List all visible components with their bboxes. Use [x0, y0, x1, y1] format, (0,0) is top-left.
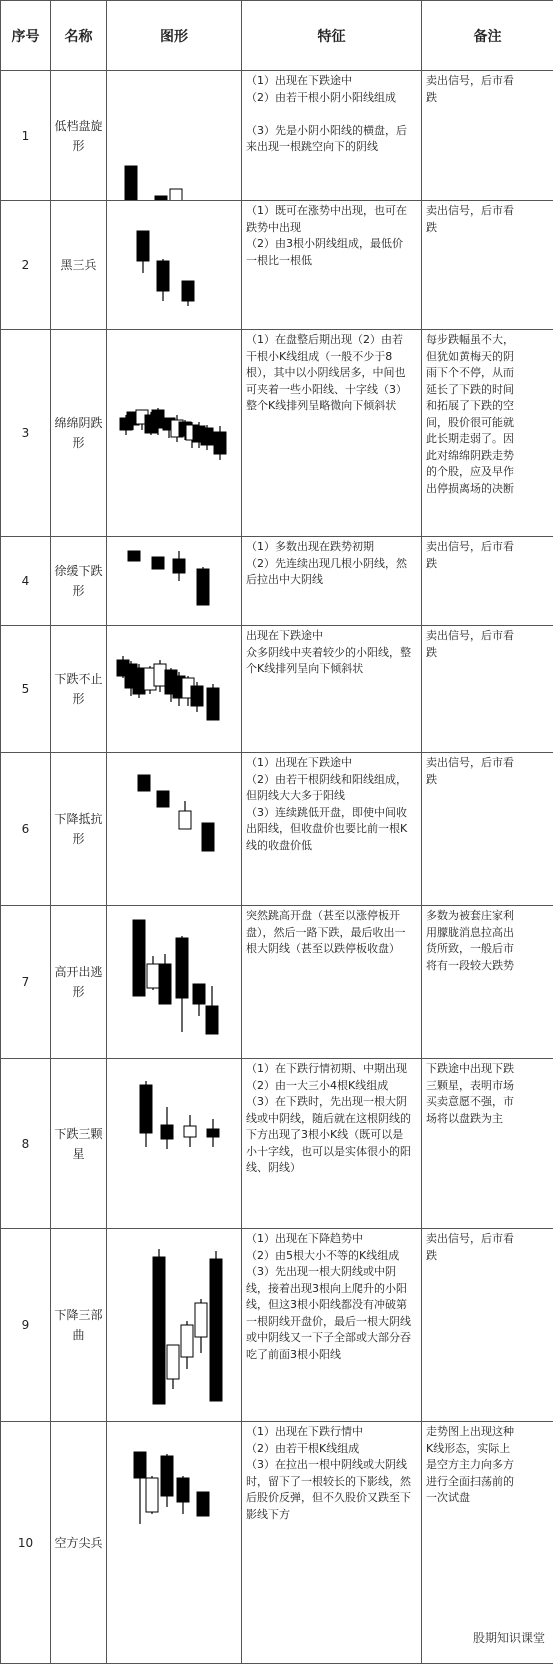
pattern-note — [422, 1059, 553, 1229]
feature-line: 后拉出中大阴线 — [246, 572, 417, 589]
row-number: 8 — [1, 1059, 51, 1229]
feature-line: 线、阴线） — [246, 1160, 417, 1177]
row-number: 10 — [1, 1422, 51, 1664]
note-line: 是空方主力向多方 — [426, 1457, 549, 1474]
note-line: 一次试盘 — [426, 1490, 549, 1507]
feature-line: 线的收盘价低 — [246, 838, 417, 855]
pattern-name-text: 低档盘旋形 — [55, 116, 103, 156]
pattern-figure — [107, 753, 242, 906]
pattern-name — [51, 330, 107, 537]
feature-line: （1）多数出现在跌势初期 — [246, 539, 417, 556]
pattern-figure — [107, 626, 242, 753]
feature-line: （2）先连续出现几根小阴线，然 — [246, 556, 417, 573]
feature-line: （2）由若干根K线组成 — [246, 1441, 417, 1458]
bearish-candle — [161, 1107, 173, 1149]
table-row — [1, 1059, 553, 1229]
row-number: 5 — [1, 626, 51, 753]
pattern-name — [51, 1059, 107, 1229]
table-row — [1, 330, 553, 537]
note-line: 卖出信号，后市看 — [426, 203, 549, 220]
note-line: 卖出信号，后市看 — [426, 539, 549, 556]
bearish-candle — [201, 425, 213, 450]
feature-line: 盘），然后一路下跌，最后收出一 — [246, 925, 417, 942]
feature-line: （3）在下跌时，先出现一根大阴 — [246, 1094, 417, 1111]
feature-line: （3）在拉出一根中阴线或大阴线 — [246, 1457, 417, 1474]
bearish-candle — [137, 231, 149, 273]
pattern-feature — [242, 71, 422, 201]
candlestick-pattern-bear-vanguard-icon — [107, 1422, 242, 1663]
pattern-figure — [107, 1229, 242, 1422]
header-name: 名称 — [51, 1, 107, 71]
note-line: 走势图上出现这种 — [426, 1424, 549, 1441]
table-row — [1, 201, 553, 330]
note-line: 雨下个不停，从而 — [426, 365, 549, 382]
note-line: 此对绵绵阴跌走势 — [426, 448, 549, 465]
bearish-candle — [152, 557, 164, 569]
note-line: 跌 — [426, 90, 549, 107]
bullish-candle — [195, 1299, 207, 1353]
bearish-candle — [159, 954, 171, 1004]
note-line: 买卖意愿不强，市 — [426, 1094, 549, 1111]
candlestick-pattern-three-black-crows-icon — [107, 201, 242, 329]
bearish-candle — [182, 281, 194, 306]
feature-line: 下方出现了3根小K线（既可以是 — [246, 1127, 417, 1144]
bearish-candle — [173, 551, 185, 581]
feature-line: 线，接着出现3根向上爬升的小阳 — [246, 1281, 417, 1298]
feature-line: （1）在下跌行情初期、中期出现 — [246, 1061, 417, 1078]
bearish-candle — [206, 986, 218, 1034]
pattern-note — [422, 626, 553, 753]
bullish-candle — [184, 1115, 196, 1147]
note-line: 的个股，应及早作 — [426, 464, 549, 481]
feature-line: 线或中阴线，随后就在这根阴线的 — [246, 1111, 417, 1128]
note-line: 下跌途中出现下跌 — [426, 1061, 549, 1078]
bullish-candle — [181, 1321, 193, 1369]
candlestick-pattern-high-open-escape-icon — [107, 906, 242, 1058]
row-number: 3 — [1, 330, 51, 537]
note-line: 跌 — [426, 645, 549, 662]
note-line: 多数为被套庄家利 — [426, 908, 549, 925]
note-line: 进行全面扫荡前的 — [426, 1474, 549, 1491]
pattern-note — [422, 753, 553, 906]
row-number: 2 — [1, 201, 51, 330]
note-line: 延长了下跌的时间 — [426, 382, 549, 399]
note-line: 此长期走弱了。因 — [426, 431, 549, 448]
bearish-candle — [153, 1249, 165, 1404]
feature-line: （1）出现在下跌途中 — [246, 755, 417, 772]
pattern-name — [51, 201, 107, 330]
feature-line: 干根小K线组成（一般不少于8 — [246, 349, 417, 366]
table-row — [1, 71, 553, 201]
candlestick-pattern-falling-three-methods-icon — [107, 1229, 242, 1421]
header-note: 备注 — [422, 1, 553, 71]
feature-line: 一根阴线开盘价，最后一根大阴线 — [246, 1314, 417, 1331]
pattern-name — [51, 1229, 107, 1422]
note-line: 卖出信号，后市看 — [426, 73, 549, 90]
note-line: 卖出信号，后市看 — [426, 628, 549, 645]
pattern-figure — [107, 71, 242, 201]
feature-line: （2）由若干根小阴小阳线组成 — [246, 90, 417, 107]
note-line: 卖出信号，后市看 — [426, 1231, 549, 1248]
note-line: 卖出信号，后市看 — [426, 755, 549, 772]
note-line: 跌 — [426, 220, 549, 237]
pattern-name — [51, 1422, 107, 1664]
bearish-candle — [134, 1452, 146, 1524]
bearish-candle — [177, 1476, 189, 1514]
note-line: 出停损离场的决断 — [426, 481, 549, 498]
note-line: 每步跌幅虽不大， — [426, 332, 549, 349]
bullish-candle — [147, 956, 159, 990]
candlestick-pattern-continuous-decline-icon — [107, 330, 242, 536]
pattern-figure — [107, 330, 242, 537]
row-number: 6 — [1, 753, 51, 906]
row-number: 7 — [1, 906, 51, 1059]
pattern-name — [51, 537, 107, 626]
table-row — [1, 537, 553, 626]
pattern-note — [422, 906, 553, 1059]
pattern-feature — [242, 1229, 422, 1422]
feature-line: （1）既可在涨势中出现，也可在 — [246, 203, 417, 220]
pattern-note — [422, 1422, 553, 1664]
feature-line: 根大阴线（甚至以跌停板收盘） — [246, 941, 417, 958]
bearish-candle — [207, 684, 219, 720]
feature-line: 但阴线大大多于阳线 — [246, 788, 417, 805]
bearish-candle — [210, 1251, 222, 1401]
bearish-candle — [133, 664, 145, 698]
pattern-name-text: 下跌三颗星 — [55, 1124, 103, 1164]
feature-line: （1）出现在下跌行情中 — [246, 1424, 417, 1441]
candlestick-pattern-falling-three-stars-icon — [107, 1059, 242, 1228]
feature-line: （1）出现在下跌途中 — [246, 73, 417, 90]
candlestick-pattern-low-consolidation-icon — [107, 71, 242, 200]
bearish-candle — [161, 1454, 173, 1507]
feature-line: （2）由3根小阴线组成，最低价 — [246, 236, 417, 253]
pattern-name — [51, 626, 107, 753]
feature-line: 线，但这3根小阳线都没有冲破第 — [246, 1297, 417, 1314]
table-row — [1, 626, 553, 753]
row-number: 9 — [1, 1229, 51, 1422]
feature-line: （3）连续跳低开盘，即使中间收 — [246, 805, 417, 822]
feature-line: （1）出现在下降趋势中 — [246, 1231, 417, 1248]
pattern-name-text: 下跌不止形 — [55, 669, 103, 709]
table-header-row — [1, 1, 553, 71]
bearish-candle — [157, 259, 169, 301]
note-line: 和拓展了下跌的空 — [426, 398, 549, 415]
bearish-candle — [197, 1492, 209, 1516]
feature-line: 根），其中以小阴线居多，中间也 — [246, 365, 417, 382]
feature-line: 一根比一根低 — [246, 253, 417, 270]
bearish-candle — [125, 166, 137, 200]
candlestick-pattern-falling-resistance-icon — [107, 753, 242, 905]
candlestick-pattern-endless-decline-icon — [107, 626, 242, 752]
note-line: 跌 — [426, 1248, 549, 1265]
pattern-name — [51, 906, 107, 1059]
note-line: 用朦胧消息拉高出 — [426, 925, 549, 942]
feature-line: 可夹着一些小阳线、十字线（3） — [246, 382, 417, 399]
pattern-figure — [107, 201, 242, 330]
pattern-name-text: 黑三兵 — [55, 255, 103, 275]
note-line: K线形态，实际上 — [426, 1441, 549, 1458]
bearish-candle — [197, 567, 209, 605]
bearish-candle — [155, 196, 167, 200]
feature-line: （3）先出现一根大阴线或中阴 — [246, 1264, 417, 1281]
note-line: 但犹如黄梅天的阴 — [426, 349, 549, 366]
table-row — [1, 1422, 553, 1664]
pattern-name — [51, 71, 107, 201]
feature-line: （2）由若干根阴线和阳线组成， — [246, 772, 417, 789]
note-line: 货所致，一般后市 — [426, 941, 549, 958]
pattern-figure — [107, 906, 242, 1059]
note-line: 场将以盘跌为主 — [426, 1111, 549, 1128]
pattern-note — [422, 1229, 553, 1422]
pattern-name-text: 绵绵阴跌形 — [55, 413, 103, 453]
bearish-candle — [157, 791, 169, 807]
pattern-name-text: 空方尖兵 — [55, 1533, 103, 1553]
feature-line: 后股价反弹，但不久股价又跌至下 — [246, 1490, 417, 1507]
bearish-candle — [176, 936, 188, 1032]
bearish-candle — [191, 682, 203, 712]
feature-line: 或中阴线又一下子全部或大部分吞 — [246, 1330, 417, 1347]
feature-line: 影线下方 — [246, 1507, 417, 1524]
feature-line: 出阳线，但收盘价也要比前一根K — [246, 821, 417, 838]
pattern-note — [422, 201, 553, 330]
feature-line: （2）由5根大小不等的K线组成 — [246, 1248, 417, 1265]
pattern-feature — [242, 906, 422, 1059]
feature-line: 时，留下了一根较长的下影线，然 — [246, 1474, 417, 1491]
feature-line: 小十字线，也可以是实体很小的阳 — [246, 1144, 417, 1161]
pattern-name-text: 下降抵抗形 — [55, 809, 103, 849]
feature-line: 整个K线排列呈略微向下倾斜状 — [246, 398, 417, 415]
feature-line: 吃了前面3根小阳线 — [246, 1347, 417, 1364]
watermark: 股期知识课堂 — [473, 1629, 545, 1646]
feature-line: （1）在盘整后期出现（2）由若 — [246, 332, 417, 349]
feature-line — [246, 106, 417, 123]
bearish-candle — [193, 984, 205, 1016]
feature-line: （3）先是小阴小阳线的横盘，后 — [246, 123, 417, 140]
note-line: 三颗星，表明市场 — [426, 1078, 549, 1095]
pattern-feature — [242, 330, 422, 537]
note-line: 跌 — [426, 772, 549, 789]
pattern-feature — [242, 1422, 422, 1664]
bullish-candle — [170, 189, 182, 200]
bearish-candle — [202, 823, 214, 851]
bullish-candle — [146, 1476, 158, 1514]
feature-line: 众多阴线中夹着较少的小阳线，整 — [246, 645, 417, 662]
pattern-figure — [107, 1422, 242, 1664]
pattern-name-text: 徐缓下跌形 — [55, 561, 103, 601]
row-number: 4 — [1, 537, 51, 626]
bearish-candle — [128, 551, 140, 561]
bearish-candle — [207, 1119, 219, 1147]
pattern-feature — [242, 537, 422, 626]
note-line: 将有一段较大跌势 — [426, 958, 549, 975]
pattern-feature — [242, 626, 422, 753]
pattern-feature — [242, 753, 422, 906]
feature-line: 来出现一根跳空向下的阴线 — [246, 139, 417, 156]
feature-line: 突然跳高开盘（甚至以涨停板开 — [246, 908, 417, 925]
pattern-name — [51, 753, 107, 906]
pattern-figure — [107, 1059, 242, 1229]
header-no: 序号 — [1, 1, 51, 71]
pattern-figure — [107, 537, 242, 626]
bearish-candle — [214, 426, 226, 460]
pattern-note — [422, 537, 553, 626]
feature-line: 个K线排列呈向下倾斜状 — [246, 661, 417, 678]
bullish-candle — [179, 801, 191, 829]
table-row — [1, 753, 553, 906]
header-feature: 特征 — [242, 1, 422, 71]
feature-line: 跌势中出现 — [246, 220, 417, 237]
table-row — [1, 906, 553, 1059]
row-number: 1 — [1, 71, 51, 201]
feature-line: 出现在下跌途中 — [246, 628, 417, 645]
pattern-feature — [242, 1059, 422, 1229]
bearish-candle — [138, 775, 150, 791]
pattern-feature — [242, 201, 422, 330]
feature-line: （2）由一大三小4根K线组成 — [246, 1078, 417, 1095]
candlestick-pattern-slow-decline-icon — [107, 537, 242, 625]
bearish-candle — [140, 1081, 152, 1147]
header-figure: 图形 — [107, 1, 242, 71]
note-line: 跌 — [426, 556, 549, 573]
pattern-note — [422, 330, 553, 537]
pattern-name-text: 下降三部曲 — [55, 1305, 103, 1345]
bullish-candle — [167, 1345, 179, 1389]
bearish-candle — [133, 920, 145, 996]
note-line: 间，股价很可能就 — [426, 415, 549, 432]
pattern-note — [422, 71, 553, 201]
table-row — [1, 1229, 553, 1422]
pattern-name-text: 高开出逃形 — [55, 962, 103, 1002]
